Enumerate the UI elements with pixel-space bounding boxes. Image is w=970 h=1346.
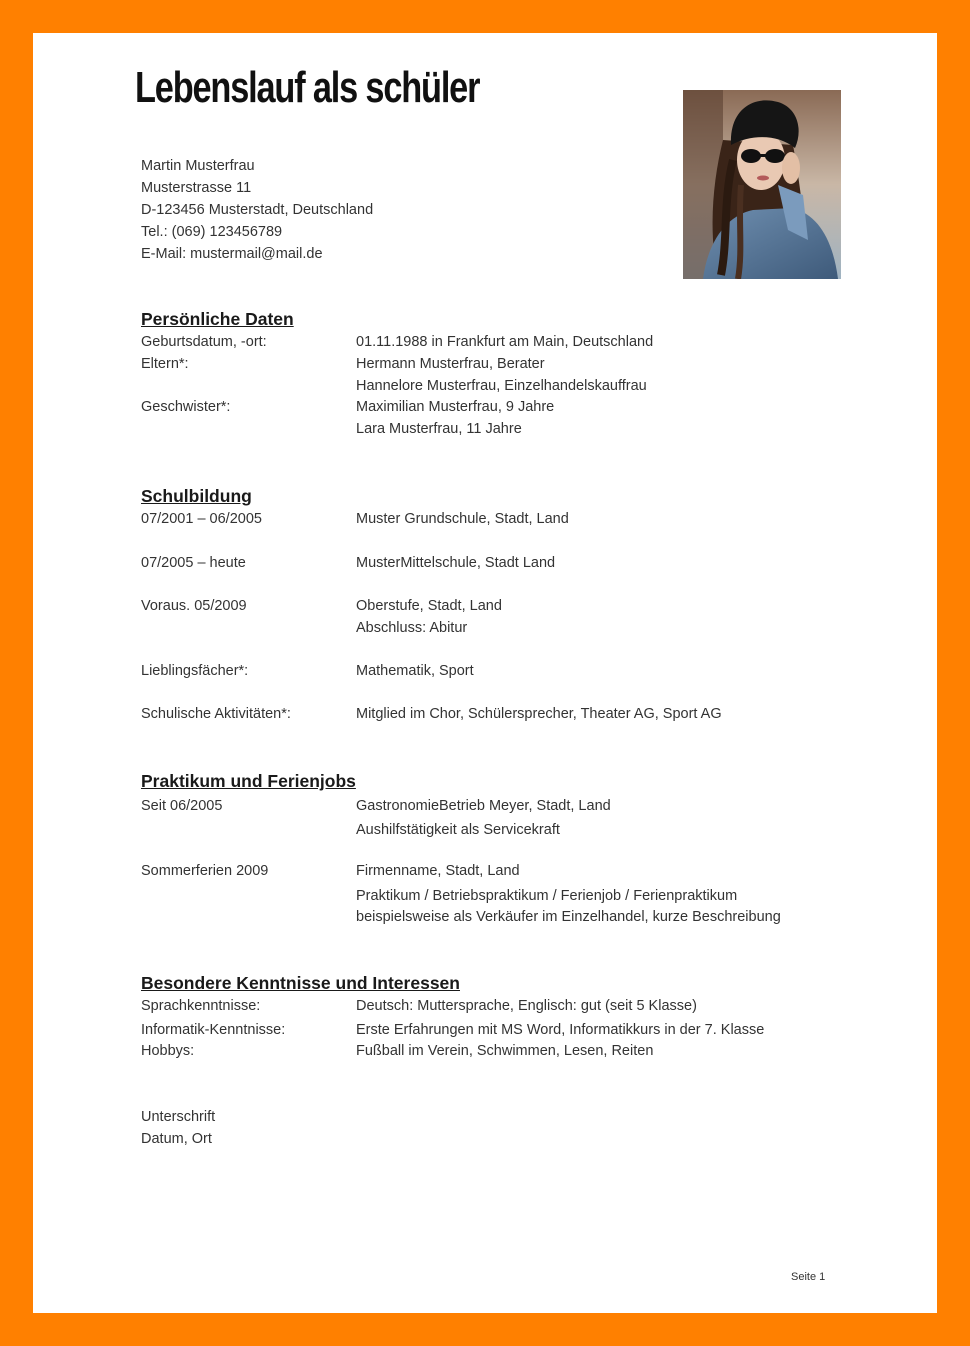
profile-photo <box>683 90 841 279</box>
contact-name: Martin Musterfrau <box>141 158 255 174</box>
row-value-line: Lara Musterfrau, 11 Jahre <box>356 420 522 437</box>
row-label: Sprachkenntnisse: <box>141 998 261 1014</box>
row-label: Sommerferien 2009 <box>141 863 269 879</box>
row-value-line: Mitglied im Chor, Schülersprecher, Theater AG, Sport AG <box>356 706 722 722</box>
row-value-line: Fußball im Verein, Schwimmen, Lesen, Reiten <box>356 1043 654 1059</box>
row-value <box>356 661 474 683</box>
row-label: Seit 06/2005 <box>141 798 223 814</box>
row-value-line: Deutsch: Muttersprache, Englisch: gut (seit 5 Klasse) <box>356 998 697 1014</box>
row-value-line: GastronomieBetrieb Meyer, Stadt, Land <box>356 798 611 814</box>
section-heading-jobs: Praktikum und Ferienjobs <box>141 771 356 791</box>
row-value <box>356 397 554 440</box>
row-label: Schulische Aktivitäten*: <box>141 706 291 722</box>
row-value <box>356 354 647 397</box>
contact-phone: Tel.: (069) 123456789 <box>141 224 283 240</box>
signature-label: Unterschrift <box>141 1109 216 1125</box>
row-value-line: Firmenname, Stadt, Land <box>356 863 520 879</box>
row-value-line: beispielsweise als Verkäufer im Einzelhandel, kurze Beschreibung <box>356 909 781 925</box>
row-value <box>356 553 555 575</box>
row-value <box>356 1020 764 1042</box>
row-value-line: Maximilian Musterfrau, 9 Jahre <box>356 399 555 415</box>
row-value <box>356 996 697 1018</box>
row-value <box>356 861 781 929</box>
contact-street: Musterstrasse 11 <box>141 180 252 196</box>
section-heading-school: Schulbildung <box>141 486 252 506</box>
row-label: Geburtsdatum, -ort: <box>141 334 267 350</box>
row-value <box>356 794 611 842</box>
row-value-line: Mathematik, Sport <box>356 663 474 679</box>
row-value <box>356 332 653 354</box>
row-value-line: Praktikum / Betriebspraktikum / Ferienjob / Ferienpraktikum <box>356 887 738 904</box>
row-label: 07/2005 – heute <box>141 555 246 571</box>
contact-city: D-123456 Musterstadt, Deutschland <box>141 202 374 218</box>
page-title: Lebenslauf als schüler <box>135 63 480 112</box>
page-number: Seite 1 <box>791 1271 826 1283</box>
row-label: 07/2001 – 06/2005 <box>141 511 262 527</box>
section-heading-skills: Besondere Kenntnisse und Interessen <box>141 973 460 993</box>
row-label: Informatik-Kenntnisse: <box>141 1022 286 1038</box>
row-value <box>356 1041 653 1063</box>
row-value <box>356 596 502 639</box>
row-value-line: Hermann Musterfrau, Berater <box>356 356 545 372</box>
contact-email: E-Mail: mustermail@mail.de <box>141 246 323 262</box>
date-place-label: Datum, Ort <box>141 1131 212 1147</box>
row-value-line: 01.11.1988 in Frankfurt am Main, Deutschland <box>356 334 654 350</box>
row-label: Voraus. 05/2009 <box>141 598 247 614</box>
row-value-line: MusterMittelschule, Stadt Land <box>356 555 556 571</box>
row-value <box>356 509 569 531</box>
row-value-line: Oberstufe, Stadt, Land <box>356 598 502 614</box>
section-heading-personal: Persönliche Daten <box>141 309 294 329</box>
row-value-line: Aushilfstätigkeit als Servicekraft <box>356 822 560 838</box>
contact-block <box>141 155 373 265</box>
row-value-line: Erste Erfahrungen mit MS Word, Informatikkurs in der 7. Klasse <box>356 1022 765 1038</box>
row-value-line: Hannelore Musterfrau, Einzelhandelskauffrau <box>356 377 647 394</box>
row-label: Geschwister*: <box>141 399 231 415</box>
row-label: Hobbys: <box>141 1043 195 1059</box>
cv-page <box>33 33 937 1313</box>
signature-block <box>141 1106 215 1150</box>
row-value-line: Abschluss: Abitur <box>356 619 468 636</box>
row-label: Lieblingsfächer*: <box>141 663 249 679</box>
row-label: Eltern*: <box>141 356 189 372</box>
row-value <box>356 704 722 726</box>
row-value-line: Muster Grundschule, Stadt, Land <box>356 511 569 527</box>
